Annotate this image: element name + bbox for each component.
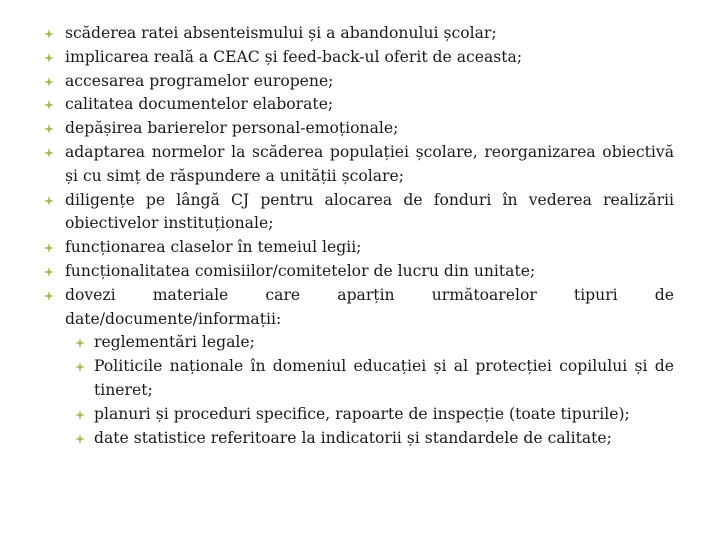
list-item (0, 117, 674, 141)
sub-list-item-text: date statistice referitoare la indicatorii și standardele de calitate; (94, 428, 612, 447)
sub-list-item-text: planuri și proceduri specifice, rapoarte de inspecție (toate tipurile); (94, 404, 630, 423)
list-item (0, 236, 674, 260)
list-item (0, 93, 674, 117)
list-item-text: scăderea ratei absenteismului și a abandonului școlar; (65, 24, 497, 42)
sub-list-item (65, 355, 674, 403)
sub-list-item (65, 427, 674, 451)
bullet-icon (44, 100, 54, 110)
bullet-icon (44, 148, 54, 158)
bullet-list (0, 22, 674, 450)
bullet-icon (44, 267, 54, 277)
list-item (0, 284, 674, 451)
list-item-text: adaptarea normelor la scăderea populației școlare, reorganizarea obiectivă și cu simț de răspundere a unității școlare; (65, 142, 674, 185)
list-item-text: calitatea documentelor elaborate; (65, 95, 334, 114)
bullet-icon (75, 410, 85, 420)
list-item-text: diligențe pe lângă CJ pentru alocarea de fonduri în vederea realizării obiectivelor instituționale; (65, 190, 674, 233)
bullet-icon (75, 434, 85, 444)
bullet-icon (44, 53, 54, 63)
list-item (0, 46, 674, 70)
bullet-icon (44, 196, 54, 206)
bullet-icon (75, 338, 85, 348)
list-item-text: funcționarea claselor în temeiul legii; (65, 238, 362, 257)
bullet-icon (44, 291, 54, 301)
sub-list-item (65, 331, 674, 355)
list-item (0, 189, 674, 237)
list-item-text: implicarea reală a CEAC și feed-back-ul oferit de aceasta; (65, 47, 523, 66)
bullet-icon (44, 29, 54, 39)
bullet-icon (44, 124, 54, 134)
list-item (0, 70, 674, 94)
sub-bullet-list (65, 331, 674, 450)
list-item-text: funcționalitatea comisiilor/comitetelor de lucru din unitate; (65, 261, 536, 280)
bullet-icon (44, 243, 54, 253)
list-item (0, 22, 674, 46)
sub-list-item (65, 403, 674, 427)
list-item (0, 141, 674, 189)
bullet-icon (44, 77, 54, 87)
list-item-text: accesarea programelor europene; (65, 71, 334, 90)
sub-list-item-text: Politicile naționale în domeniul educației și al protecției copilului și de tineret; (94, 357, 674, 399)
sub-list-item-text: reglementări legale; (94, 333, 255, 352)
list-item-text: dovezi materiale care aparțin următoarelor tipuri de date/documente/informații: (65, 285, 674, 328)
bullet-icon (75, 362, 85, 372)
list-item-text: depășirea barierelor personal-emoționale; (65, 119, 399, 138)
list-item (0, 260, 674, 284)
